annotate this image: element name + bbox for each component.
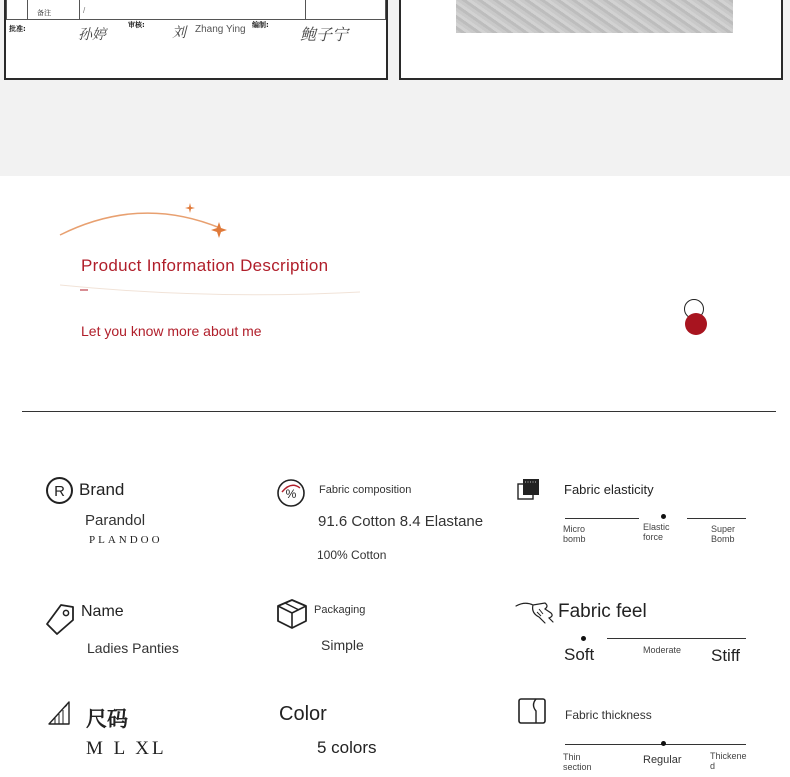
feel-scale-low: Soft <box>564 645 595 664</box>
thickness-label: Fabric thickness <box>565 708 652 722</box>
elasticity-scale-high: Super Bomb <box>711 524 736 544</box>
form-label-compile: 编制: <box>252 21 269 29</box>
approval-form-table: 备注 / <box>6 0 386 20</box>
elasticity-scale-line-right <box>687 518 746 519</box>
feel-label: Fabric feel <box>558 601 647 622</box>
feel-scale-mid: Moderate <box>643 645 682 655</box>
brand-label: Brand <box>79 480 125 499</box>
name-value: Ladies Panties <box>87 640 179 656</box>
box-icon <box>275 598 309 630</box>
thickness-scale-high: Thickened <box>710 751 747 771</box>
feel-scale-line <box>607 638 746 639</box>
section-subtitle: Let you know more about me <box>81 323 262 339</box>
size-value: M L XL <box>86 738 167 759</box>
signature-compile: 鲍子宁 <box>300 25 349 44</box>
thickness-level-marker <box>661 741 666 746</box>
elasticity-scale-low: Micro bomb <box>563 524 586 544</box>
elasticity-label: Fabric elasticity <box>564 482 654 497</box>
composition-value-secondary: 100% Cotton <box>317 548 387 562</box>
title-underline-decoration <box>60 280 360 300</box>
swoosh-star-decoration <box>50 200 240 250</box>
packaging-label: Packaging <box>314 604 366 616</box>
hand-icon <box>515 597 557 625</box>
red-circle-decoration <box>685 313 707 335</box>
elasticity-level-marker <box>661 514 666 519</box>
book-icon <box>517 697 547 727</box>
feel-scale-high: Stiff <box>711 646 740 665</box>
composition-value-primary: 91.6 Cotton 8.4 Elastane <box>318 513 484 530</box>
elasticity-scale-line-left <box>565 518 639 519</box>
thickness-scale-mid: Regular <box>643 754 682 766</box>
section-title: Product Information Description <box>81 256 329 275</box>
thickness-scale-low: Thin section <box>563 752 592 772</box>
svg-text:%: % <box>285 487 297 501</box>
brand-logo-text: PLANDOO <box>89 534 163 546</box>
svg-text:R: R <box>54 483 65 500</box>
tag-icon <box>45 603 75 636</box>
form-label-review: 审核: <box>128 21 145 29</box>
composition-label: Fabric composition <box>319 484 412 496</box>
form-label-approve: 批准: <box>9 25 26 33</box>
signature-review-name: Zhang Ying <box>195 24 246 35</box>
signature-approve: 孙婷 <box>78 27 106 43</box>
color-label: Color <box>279 703 327 725</box>
feel-level-marker <box>581 636 586 641</box>
name-label: Name <box>81 603 124 620</box>
elasticity-scale-mid: Elastic force <box>643 522 670 542</box>
size-label: 尺码 <box>86 706 128 731</box>
registered-icon <box>45 476 74 505</box>
signature-review: 刘 <box>172 25 186 41</box>
fabric-swatch-image <box>456 0 733 33</box>
brand-value: Parandol <box>85 512 146 529</box>
packaging-value: Simple <box>321 637 364 653</box>
ruler-icon <box>47 701 71 726</box>
percent-icon <box>276 478 306 508</box>
thickness-scale-line <box>565 744 746 745</box>
color-value: 5 colors <box>317 738 377 757</box>
layers-icon <box>517 478 541 502</box>
section-divider <box>22 411 776 412</box>
form-remark-label: 备注 <box>37 9 51 17</box>
